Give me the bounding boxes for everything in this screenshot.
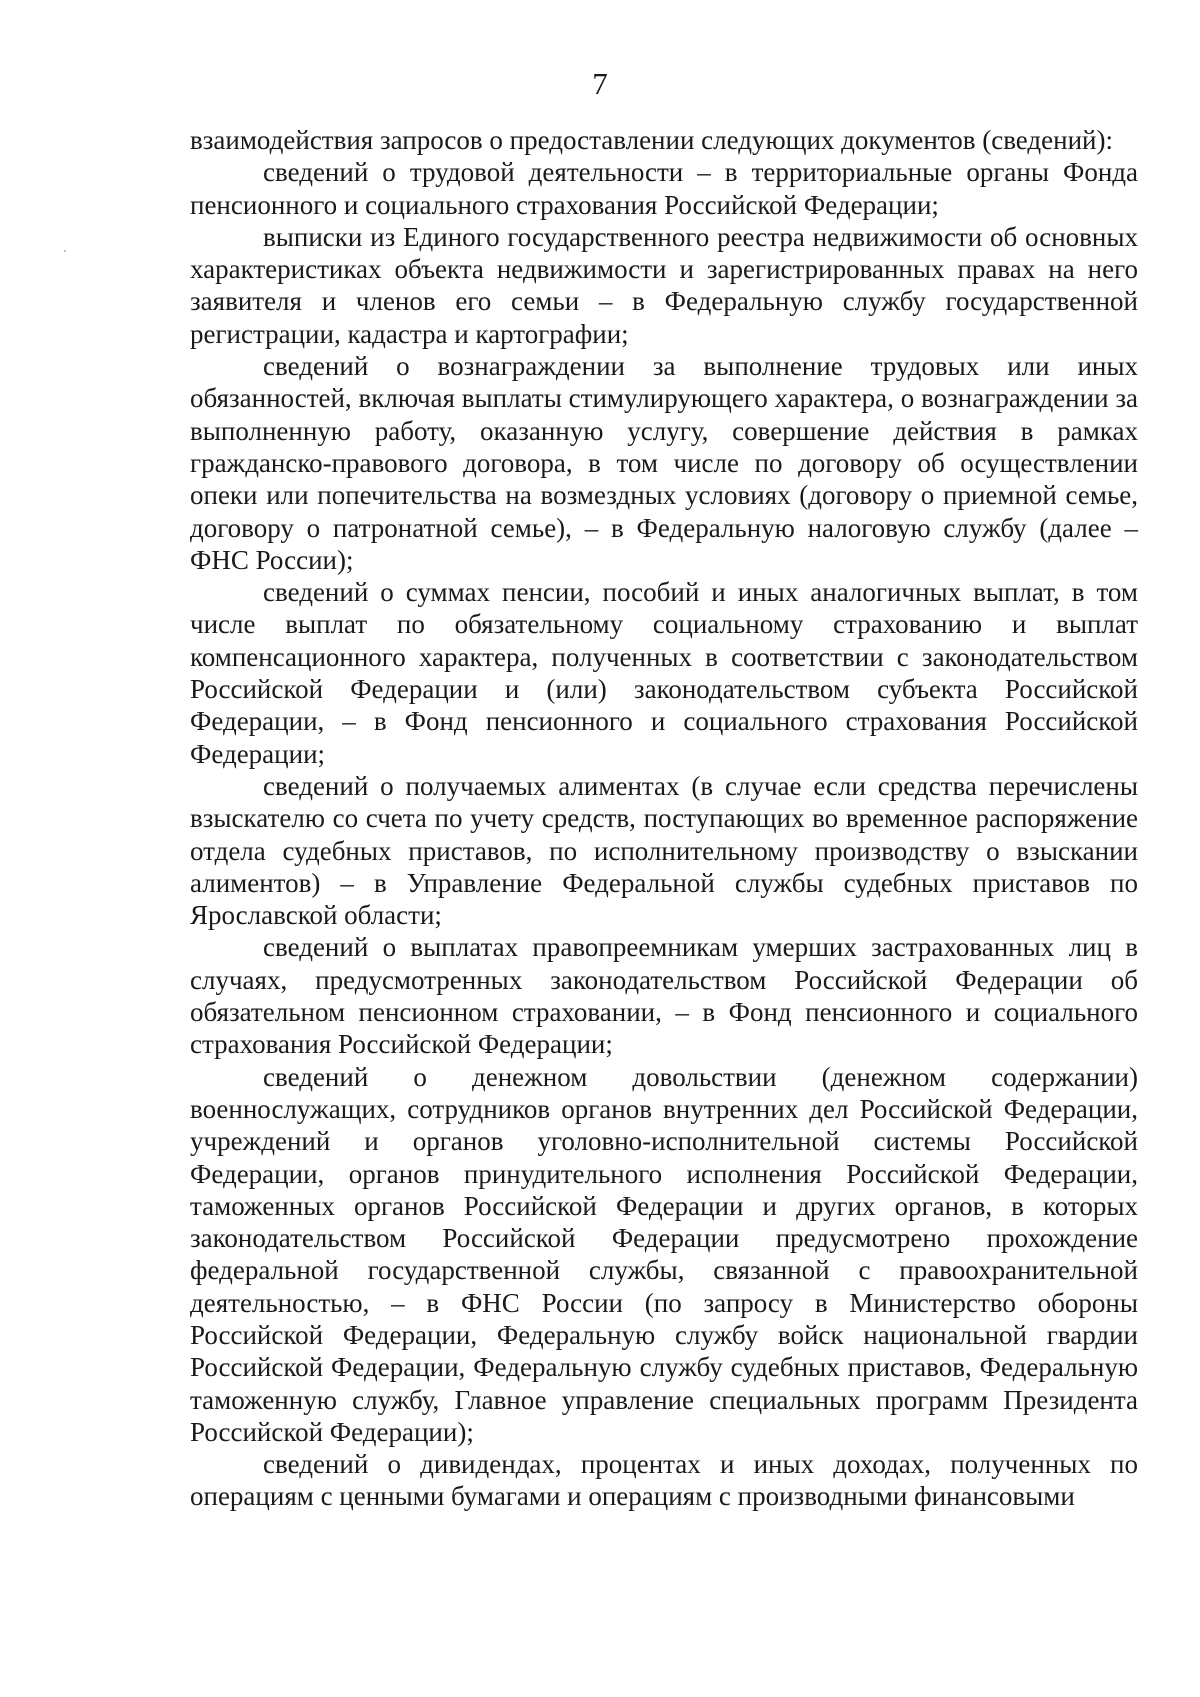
paragraph-dividends: сведений о дивидендах, процентах и иных доходах, полученных по операциям с ценными бумагами и операциям с производными финансовыми — [190, 1449, 1138, 1512]
paragraph-military-allowance: сведений о денежном довольствии (денежном содержании) военнослужащих, сотрудников органов внутренних дел Российской Федерации, учреждений и органов уголовно-исполнительной системы Российской Федерации, органов принудительного исполнения Российской Федерации, таможенных органов Российской Федерации и других органов, в которых законодательством Российской Федерации предусмотрено прохождение федеральной государственной службы, связанной с правоохранительной деятельностью, – в ФНС России (по запросу в Министерство обороны Российской Федерации, Федеральную службу войск национальной гвардии Российской Федерации, Федеральную службу судебных приставов, Федеральную таможенную службу, Главное управление специальных программ Президента Российской Федерации); — [190, 1061, 1138, 1447]
paragraph-alimony: сведений о получаемых алиментах (в случае если средства перечислены взыскателю со счета по учету средств, поступающих во временное распоряжение отдела судебных приставов, по исполнительному производству о взыскании алиментов) – в Управление Федеральной службы судебных приставов по Ярославской области; — [190, 770, 1138, 931]
document-body — [190, 124, 1138, 1513]
paragraph-labor-activity: сведений о трудовой деятельности – в территориальные органы Фонда пенсионного и социального страхования Российской Федерации; — [190, 157, 1138, 220]
paragraph-successor-payments: сведений о выплатах правопреемникам умерших застрахованных лиц в случаях, предусмотренных законодательством Российской Федерации об обязательном пенсионном страховании, – в Фонд пенсионного и социального страхования Российской Федерации; — [190, 932, 1138, 1060]
page-number: 7 — [592, 66, 608, 101]
paragraph-continuation: взаимодействия запросов о предоставлении следующих документов (сведений): — [190, 125, 1113, 155]
paragraph-pensions-benefits: сведений о суммах пенсии, пособий и иных аналогичных выплат, в том числе выплат по обязательному социальному страхованию и выплат компенсационного характера, полученных в соответствии с законодательством Российской Федерации и (или) законодательством субъекта Российской Федерации, – в Фонд пенсионного и социального страхования Российской Федерации; — [190, 577, 1138, 769]
paragraph-remuneration: сведений о вознаграждении за выполнение трудовых или иных обязанностей, включая выплаты стимулирующего характера, о вознаграждении за выполненную работу, оказанную услугу, совершение действия в рамках гражданско-правового договора, в том числе по договору об осуществлении опеки или попечительства на возмездных условиях (договору о приемной семье, договору о патронатной семье), – в Федеральную налоговую службу (далее – ФНС России); — [190, 351, 1138, 575]
scan-speck — [64, 250, 66, 252]
paragraph-real-estate-registry: выписки из Единого государственного реестра недвижимости об основных характеристиках объекта недвижимости и зарегистрированных правах на него заявителя и членов его семьи – в Федеральную службу государственной регистрации, кадастра и картографии; — [190, 221, 1138, 349]
